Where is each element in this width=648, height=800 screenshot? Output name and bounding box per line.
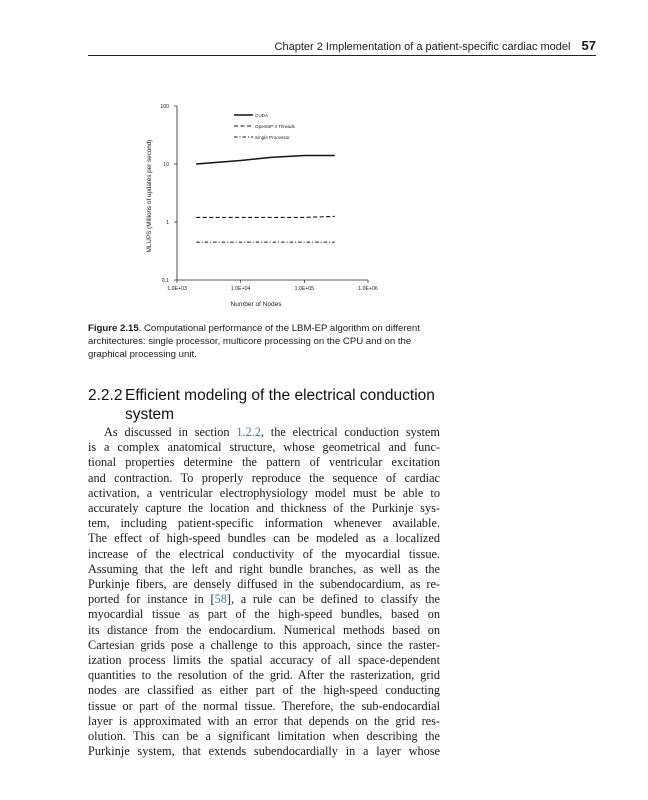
- caption-line-2: architectures: single processor, multicore processing on the CPU and on the: [88, 336, 412, 347]
- body-line: [88, 425, 440, 440]
- y-tick-label: 10: [163, 162, 169, 168]
- y-tick-label: 100: [160, 104, 169, 110]
- body-line: Purkinje fibers, are densely diffused in the subendocardium, as re-: [88, 577, 440, 592]
- body-line: ization process limits the spatial accuracy of all space-dependent: [88, 653, 440, 668]
- series-line: [196, 156, 335, 164]
- figure-caption: [88, 322, 448, 361]
- legend-label: Single Processor: [255, 135, 290, 140]
- caption-line-3: graphical processing unit.: [88, 349, 197, 360]
- y-axis-label: MLUPS (Millions of updates per second): [146, 139, 153, 253]
- series-line: [196, 216, 335, 217]
- body-text-run: ], a rule can be defined to classify the: [226, 592, 440, 607]
- section-heading: [88, 386, 468, 424]
- body-line: and contraction. To properly reproduce the sequence of cardiac: [88, 470, 440, 485]
- body-line: myocardial tissue as part of the high-speed bundles, based on: [88, 607, 440, 622]
- body-line: activation, a ventricular electrophysiology model must be able to: [88, 485, 440, 500]
- x-tick-label: 1.0E+05: [294, 286, 315, 292]
- performance-chart: [140, 96, 410, 316]
- body-line: accurately capture the location and thickness of the Purkinje sys-: [88, 501, 440, 516]
- y-tick-label: 1: [166, 220, 169, 226]
- header-rule: [88, 55, 596, 56]
- body-line: layer is approximated with an error that depends on the grid res-: [88, 713, 440, 728]
- figure-label: Figure 2.15: [88, 323, 139, 334]
- x-tick-label: 1.0E+03: [167, 286, 187, 292]
- body-line: Purkinje system, that extends subendocardially in a layer whose: [88, 744, 440, 759]
- x-tick-label: 1.0E+06: [358, 286, 378, 292]
- body-line: Cartesian grids pose a challenge to this approach, since the raster-: [88, 637, 440, 652]
- body-line: tem, including patient-specific information whenever available.: [88, 516, 440, 531]
- body-line: its distance from the endocardium. Numerical methods based on: [88, 622, 440, 637]
- chart-axes: [177, 106, 368, 280]
- chart-legend: [234, 113, 296, 140]
- chart-ticks: [160, 104, 377, 292]
- performance-figure: [140, 96, 410, 316]
- body-text-run: ported for instance in [: [88, 592, 215, 607]
- section-title-line-2: system: [125, 406, 175, 423]
- body-line: increase of the electrical conductivity of the myocardial tissue.: [88, 546, 440, 561]
- chart-series: [196, 156, 335, 243]
- page-number: 57: [581, 38, 596, 53]
- section-link[interactable]: 1.2.2: [236, 425, 261, 439]
- body-line: [88, 592, 440, 607]
- running-head: [250, 38, 596, 53]
- body-line: is a complex anatomical structure, whose geometrical and func-: [88, 440, 440, 455]
- citation-link[interactable]: 58: [214, 592, 227, 607]
- body-line: olution. This can be a significant limitation when describing the: [88, 729, 440, 744]
- chapter-title: Chapter 2 Implementation of a patient-specific cardiac model: [274, 41, 571, 53]
- section-number: 2.2.2: [88, 387, 123, 404]
- x-axis-label: Number of Nodes: [230, 301, 282, 308]
- body-paragraph: [88, 425, 440, 759]
- body-line: The effect of high-speed bundles can be modeled as a localized: [88, 531, 440, 546]
- caption-line-1: . Computational performance of the LBM-EP algorithm on different: [138, 323, 420, 334]
- body-line: tional properties determine the pattern of ventricular excitation: [88, 455, 440, 470]
- y-tick-label: 0.1: [161, 278, 169, 284]
- body-text-run: As discussed in section: [104, 425, 237, 439]
- section-title-line-1: Efficient modeling of the electrical conduction: [125, 387, 435, 404]
- body-line: quantities to the resolution of the grid. After the rasterization, grid: [88, 668, 440, 683]
- legend-label: OpenMP 4 Threads: [255, 124, 295, 129]
- body-line: Assuming that the left and right bundle branches, as well as the: [88, 561, 440, 576]
- x-tick-label: 1.0E+04: [230, 286, 251, 292]
- body-line: nodes are classified as either part of the high-speed conducting: [88, 683, 440, 698]
- legend-label: CUDA: [255, 113, 269, 118]
- body-line: tissue or part of the normal tissue. Therefore, the sub-endocardial: [88, 698, 440, 713]
- body-text-run: , the electrical conduction system: [260, 425, 440, 439]
